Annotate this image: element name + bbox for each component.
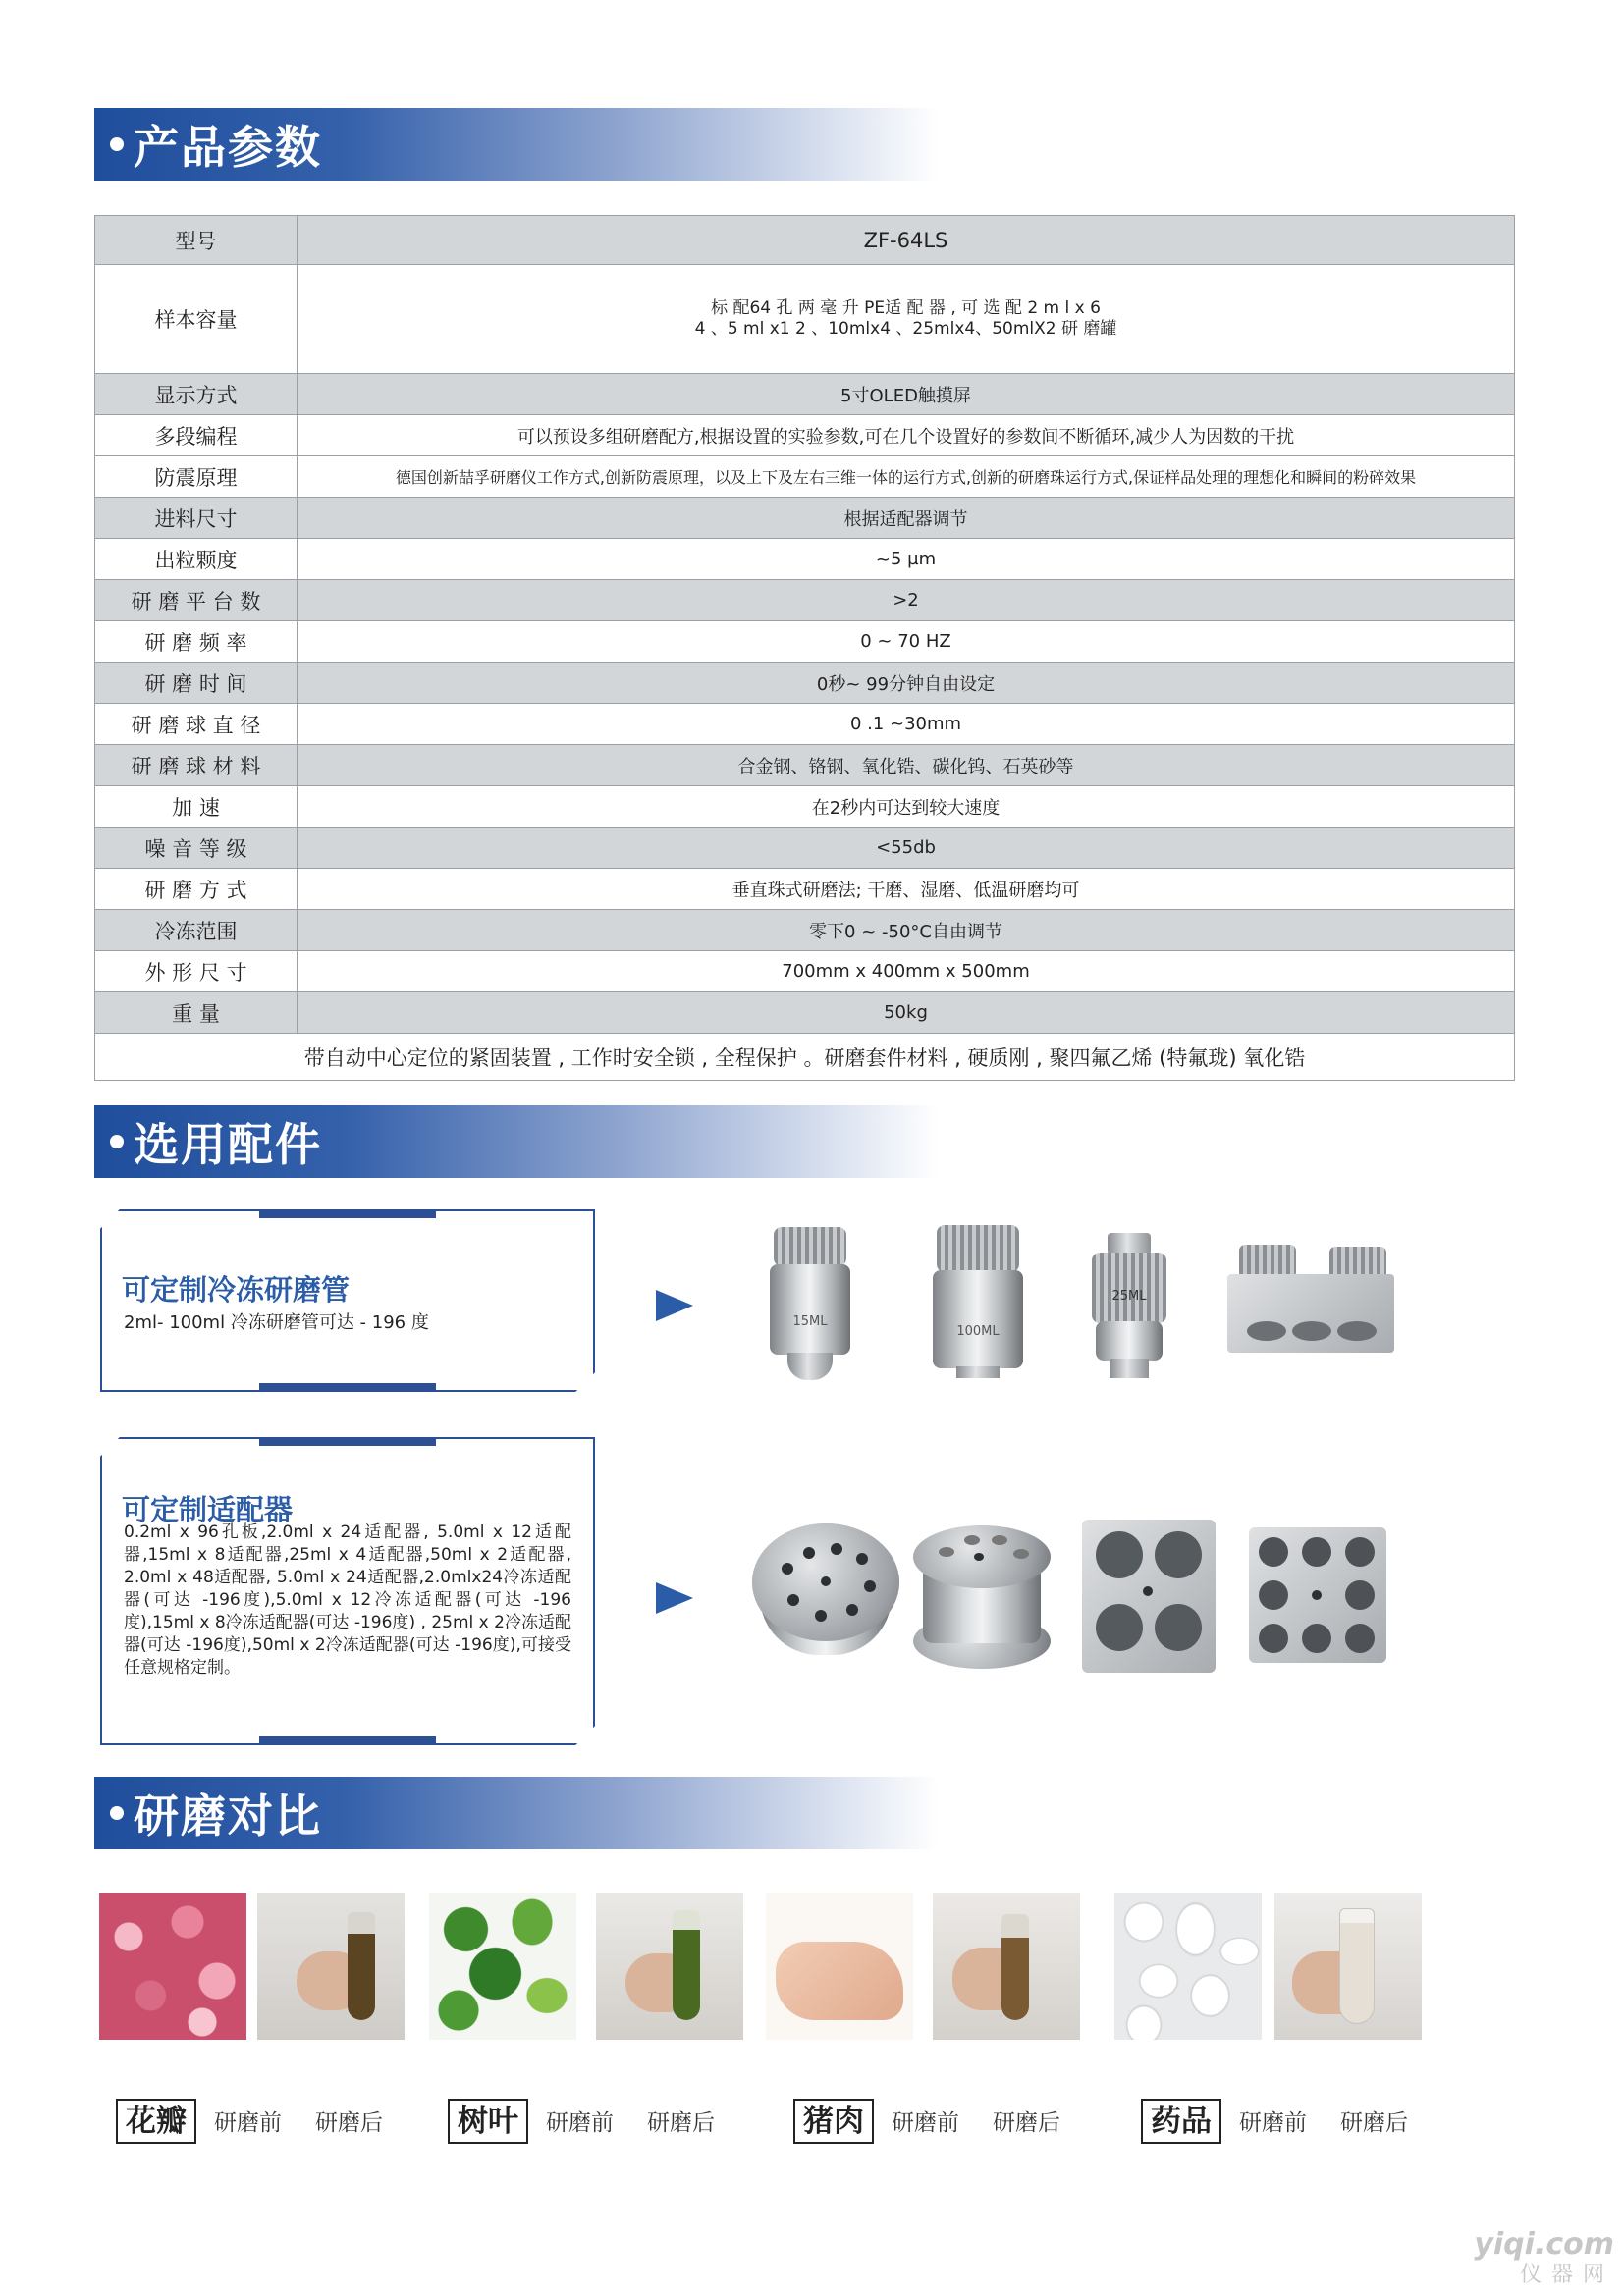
param-value: 0秒~ 99分钟自由设定 (298, 663, 1515, 704)
table-row (95, 456, 1515, 498)
adapter-hole (856, 1553, 868, 1565)
before-text: 研磨前 (546, 2110, 614, 2136)
table-row (95, 265, 1515, 374)
bullet-dot-icon (110, 137, 124, 151)
adapter-hole (787, 1594, 799, 1606)
adapter-block-4-image (1082, 1520, 1216, 1673)
adapter-well (1345, 1624, 1375, 1653)
meat-shape (776, 1942, 903, 2020)
param-key: 样本容量 (95, 265, 298, 374)
param-value (298, 265, 1515, 374)
table-row (95, 745, 1515, 786)
adapter-well (1259, 1537, 1288, 1567)
param-key: 研 磨 时 间 (95, 663, 298, 704)
param-value-line: 标 配64 孔 两 毫 升 PE适 配 器 , 可 选 配 2 m l x 6 (711, 298, 1101, 318)
param-value: 5寸OLED触摸屏 (298, 374, 1515, 415)
param-value: 在2秒内可达到较大速度 (298, 786, 1515, 828)
adapter-hole (992, 1535, 1007, 1545)
watermark-line2: 仪器网 (1519, 2263, 1614, 2287)
accessory-desc: 0.2ml x 96孔板,2.0ml x 24适配器, 5.0ml x 12适配器,15ml x 8适配器,25ml x 4适配器,50ml x 2适配器, 2.0ml x 48适配器, 5.0ml x 24适配器,2.0mlx24冷冻适配器(可达 -196度),5.0ml x 12冷冻适配器(可达 -196度),15ml x 8冷冻适配器(可达 -196度) , 25ml x 2冷冻适配器(可达 -196度),50ml x 2冷冻适配器(可达 -196度),可接受任意规格定制。 (124, 1522, 571, 1678)
adapter-hole (864, 1580, 876, 1592)
petals-after-photo (257, 1893, 405, 2040)
table-row (95, 704, 1515, 745)
params-note: 带自动中心定位的紧固装置 , 工作时安全锁 , 全程保护 。研磨套件材料 , 硬质刚 , 聚四氟乙烯 (特氟珑) 氧化锆 (95, 1034, 1515, 1081)
param-key: 出粒颗度 (95, 539, 298, 580)
card-corner (81, 1417, 120, 1457)
table-row (95, 869, 1515, 910)
table-row (95, 663, 1515, 704)
adapter-well (1259, 1580, 1288, 1610)
petals-before-photo (99, 1893, 246, 2040)
param-key: 多段编程 (95, 415, 298, 456)
compare-label-leaves: 树叶 (448, 2099, 528, 2144)
medicine-after-photo (1274, 1893, 1422, 2040)
param-key: 研 磨 方 式 (95, 869, 298, 910)
holder-hole (1247, 1321, 1286, 1341)
compare-label-pork: 猪肉 (793, 2099, 874, 2144)
table-row (95, 415, 1515, 456)
param-key: 研 磨 平 台 数 (95, 580, 298, 621)
adapter-hole (831, 1543, 842, 1555)
after-text: 研磨后 (647, 2110, 715, 2136)
param-value: 德国创新喆孚研磨仪工作方式,创新防震原理，以及上下及左右三维一体的运行方式,创新的研磨珠运行方式,保证样品处理的理想化和瞬间的粉碎效果 (298, 456, 1515, 498)
param-key: 噪 音 等 级 (95, 828, 298, 869)
adapter-hole (939, 1547, 954, 1557)
adapter-well (1096, 1531, 1143, 1578)
param-value: 50kg (298, 992, 1515, 1034)
section-header-accessories (94, 1105, 939, 1178)
accessory-card-adapters (100, 1437, 595, 1745)
section-title: 研磨对比 (134, 1789, 322, 1842)
table-row (95, 498, 1515, 539)
param-value: 可以预设多组研磨配方,根据设置的实验参数,可在几个设置好的参数间不断循环,减少人为因数的干扰 (298, 415, 1515, 456)
table-row (95, 374, 1515, 415)
adapter-well (1302, 1624, 1331, 1653)
tube-body (933, 1270, 1023, 1368)
adapter-well (1259, 1624, 1288, 1653)
param-value: >2 (298, 580, 1515, 621)
after-text: 研磨后 (315, 2110, 383, 2136)
tube-body (770, 1264, 850, 1355)
param-key: 型号 (95, 216, 298, 265)
before-text: 研磨前 (892, 2110, 959, 2136)
section-title: 选用配件 (134, 1118, 322, 1171)
compare-label-medicine: 药品 (1141, 2099, 1221, 2144)
vial-shape (1339, 1908, 1375, 2024)
tube-tip (787, 1353, 833, 1380)
section-header-compare (94, 1777, 939, 1849)
param-key: 显示方式 (95, 374, 298, 415)
holder-hole (1292, 1321, 1331, 1341)
leaves-before-photo (429, 1893, 576, 2040)
bullet-dot-icon (110, 1135, 124, 1148)
vial-shape (1001, 1914, 1029, 2020)
card-tab (259, 1736, 436, 1745)
adapter-hole (964, 1535, 980, 1545)
tube-label: 100ML (956, 1324, 1000, 1339)
card-tab (259, 1383, 436, 1392)
section-title: 产品参数 (134, 121, 322, 174)
params-table (94, 215, 1515, 1081)
tube-15ml-image (766, 1227, 854, 1384)
param-key: 冷冻范围 (95, 910, 298, 951)
table-row-note (95, 1034, 1515, 1081)
tube-label: 15ML (792, 1313, 828, 1329)
tube-knurl (1092, 1253, 1166, 1323)
arrow-right-icon (656, 1290, 693, 1321)
adapter-hole (1143, 1586, 1153, 1596)
adapter-well (1345, 1580, 1375, 1610)
accessory-title: 可定制适配器 (122, 1493, 294, 1526)
adapter-hole (846, 1604, 858, 1616)
tube-tip (1110, 1359, 1149, 1378)
param-value: 合金钢、铬钢、氧化锆、碳化钨、石英砂等 (298, 745, 1515, 786)
param-key: 进料尺寸 (95, 498, 298, 539)
param-value: ZF-64LS (298, 216, 1515, 265)
adapter-hole (974, 1553, 984, 1561)
param-value: 垂直珠式研磨法; 干磨、湿磨、低温研磨均可 (298, 869, 1515, 910)
adapter-well (1155, 1604, 1202, 1651)
pork-after-photo (933, 1893, 1080, 2040)
vial-shape (348, 1912, 375, 2020)
adapter-hole (815, 1610, 827, 1622)
param-key: 防震原理 (95, 456, 298, 498)
after-text: 研磨后 (1340, 2110, 1408, 2136)
tube-tip (956, 1366, 1000, 1378)
card-corner (575, 1372, 615, 1412)
tube-top (1108, 1233, 1151, 1255)
before-text: 研磨前 (214, 2110, 282, 2136)
card-corner (575, 1726, 615, 1765)
param-value: 0 ~ 70 HZ (298, 621, 1515, 663)
bullet-dot-icon (110, 1806, 124, 1820)
holder-block (1227, 1274, 1394, 1353)
tube-cap (774, 1227, 846, 1266)
param-value: ~5 µm (298, 539, 1515, 580)
card-tab (259, 1437, 436, 1446)
card-corner (81, 1190, 120, 1229)
adapter-hole (1013, 1549, 1029, 1559)
adapter-well (1345, 1537, 1375, 1567)
table-row (95, 786, 1515, 828)
watermark (1474, 2227, 1614, 2288)
accessory-title: 可定制冷冻研磨管 (122, 1273, 351, 1307)
table-row (95, 216, 1515, 265)
adapter-well (1096, 1604, 1143, 1651)
table-row (95, 992, 1515, 1034)
param-key: 重 量 (95, 992, 298, 1034)
tube-label: 25ML (1111, 1289, 1147, 1305)
adapter-hole (1312, 1590, 1322, 1600)
pork-before-photo (766, 1893, 913, 2040)
param-key: 外 形 尺 寸 (95, 951, 298, 992)
adapter-hole (782, 1563, 793, 1575)
holder-cap (1239, 1245, 1296, 1278)
table-row (95, 910, 1515, 951)
adapter-disc-image (752, 1523, 899, 1671)
adapter-block-6-image (1249, 1527, 1386, 1663)
table-row (95, 539, 1515, 580)
card-tab (259, 1209, 436, 1218)
tube-100ml-image (931, 1225, 1025, 1380)
holder-hole (1337, 1321, 1377, 1341)
adapter-hole (803, 1547, 815, 1559)
param-value: 700mm x 400mm x 500mm (298, 951, 1515, 992)
param-value-line: 4 、5 ml x1 2 、10mlx4 、25mlx4、50mlX2 研 磨罐 (694, 319, 1117, 339)
watermark-line1: yiqi.com (1474, 2227, 1614, 2262)
adapter-hole (821, 1576, 831, 1586)
adapter-well (1155, 1531, 1202, 1578)
vial-shape (673, 1910, 700, 2020)
accessory-desc: 2ml- 100ml 冷冻研磨管可达 - 196 度 (124, 1312, 429, 1333)
table-row (95, 580, 1515, 621)
compare-label-petals: 花瓣 (116, 2099, 196, 2144)
tube-body (1096, 1321, 1163, 1361)
param-key: 研 磨 频 率 (95, 621, 298, 663)
tube-cap (937, 1225, 1019, 1272)
table-row (95, 621, 1515, 663)
param-value: 根据适配器调节 (298, 498, 1515, 539)
param-value: 0 .1 ~30mm (298, 704, 1515, 745)
leaves-after-photo (596, 1893, 743, 2040)
param-key: 研 磨 球 材 料 (95, 745, 298, 786)
table-row (95, 951, 1515, 992)
accessory-card-tubes (100, 1209, 595, 1392)
param-value: <55db (298, 828, 1515, 869)
section-header-params (94, 108, 939, 181)
tube-holder-image (1227, 1245, 1394, 1362)
tube-25ml-image (1088, 1233, 1170, 1380)
adapter-spool-image (913, 1525, 1051, 1673)
medicine-before-photo (1114, 1893, 1262, 2040)
param-key: 加 速 (95, 786, 298, 828)
after-text: 研磨后 (993, 2110, 1060, 2136)
table-row (95, 828, 1515, 869)
adapter-well (1302, 1537, 1331, 1567)
before-text: 研磨前 (1239, 2110, 1307, 2136)
param-key: 研 磨 球 直 径 (95, 704, 298, 745)
param-value: 零下0 ~ -50°C自由调节 (298, 910, 1515, 951)
arrow-right-icon (656, 1582, 693, 1614)
